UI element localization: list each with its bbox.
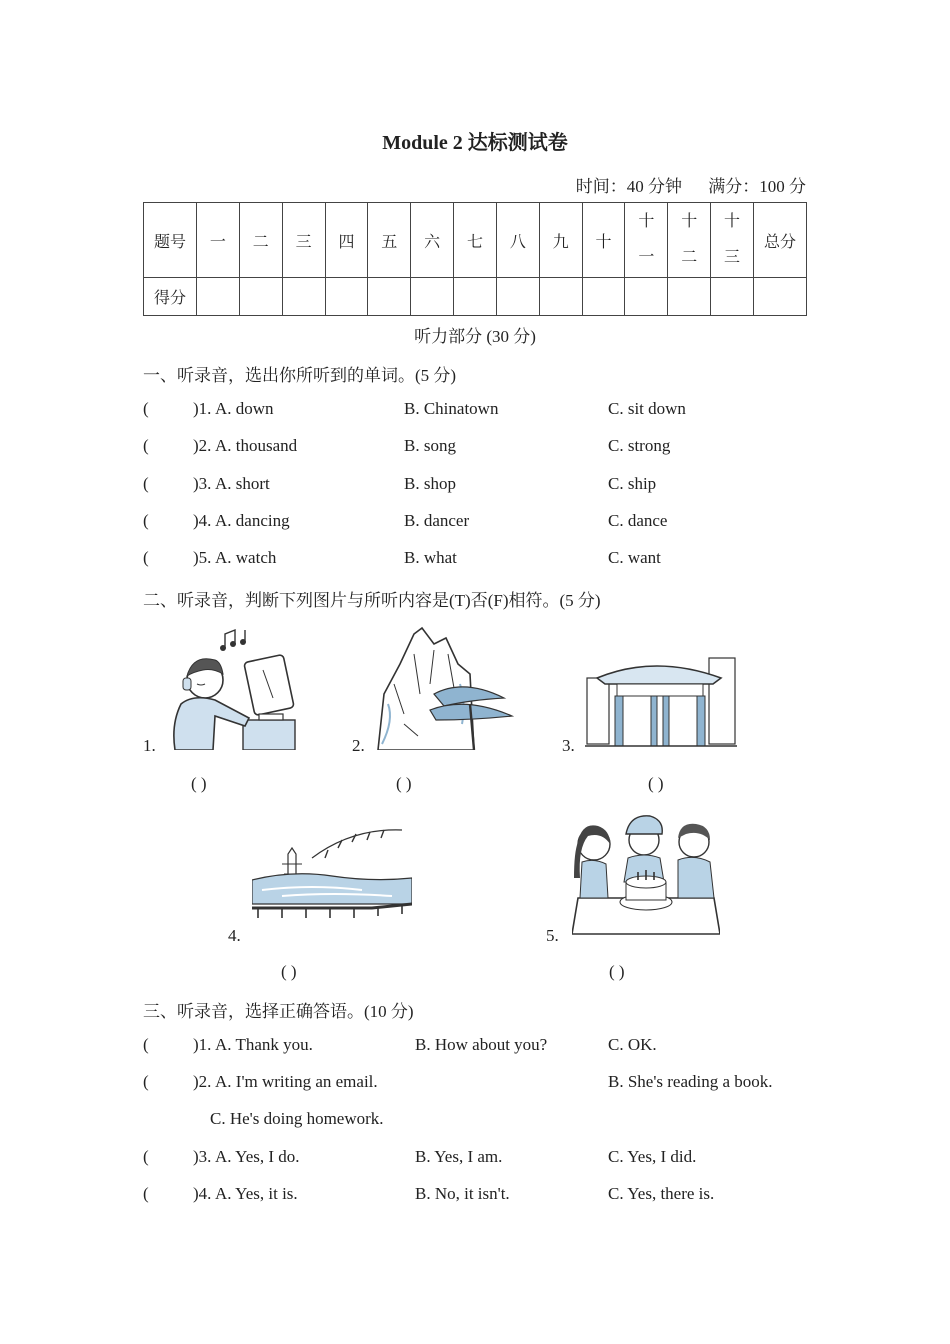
col-2: 二	[239, 203, 282, 278]
score-table	[143, 202, 807, 316]
score-cell[interactable]	[239, 278, 282, 316]
score-cell[interactable]	[582, 278, 625, 316]
list-item: ( )1. A. Thank you. B. How about you? C. OK.	[143, 1035, 657, 1054]
col-8: 八	[496, 203, 539, 278]
section3-title: 三、听录音，选择正确答语。(10 分)	[143, 1002, 414, 1021]
picture-label: 1.	[143, 736, 156, 755]
boy-computer-music-icon	[163, 628, 299, 750]
col-12: 十 二	[668, 203, 711, 278]
picture-label: 4.	[228, 926, 241, 945]
answer-blank[interactable]: ( )	[648, 774, 664, 793]
list-item: ( )2. A. I'm writing an email. B. She's reading a book.	[143, 1072, 773, 1091]
list-item: ( )2. A. thousand B. song C. strong	[143, 436, 671, 455]
chinatown-gate-icon	[585, 656, 737, 750]
question-number-label: 题号	[144, 203, 197, 278]
list-item: ( )4. A. dancing B. dancer C. dance	[143, 511, 668, 530]
page-title: Module 2 达标测试卷	[382, 132, 568, 154]
answer-blank[interactable]: ( )	[281, 962, 297, 981]
score-label: 得分	[144, 278, 197, 316]
list-item: ( )3. A. Yes, I do. B. Yes, I am. C. Yes, I did.	[143, 1147, 697, 1166]
score-cell[interactable]	[197, 278, 240, 316]
picture-label: 2.	[352, 736, 365, 755]
time-limit: 时间：40 分钟	[575, 177, 682, 196]
score-cell[interactable]	[454, 278, 497, 316]
score-cell[interactable]	[754, 278, 807, 316]
mountain-pine-icon	[374, 624, 514, 750]
list-item: ( )5. A. watch B. what C. want	[143, 548, 661, 567]
answer-blank[interactable]: ( )	[396, 774, 412, 793]
time-info	[554, 172, 806, 197]
answer-blank[interactable]: ( )	[609, 962, 625, 981]
score-cell[interactable]	[625, 278, 668, 316]
list-item: ( )3. A. short B. shop C. ship	[143, 474, 657, 493]
score-cell[interactable]	[711, 278, 754, 316]
picture-label: 5.	[546, 926, 559, 945]
score-cell[interactable]	[668, 278, 711, 316]
col-4: 四	[325, 203, 368, 278]
col-11: 十 一	[625, 203, 668, 278]
score-cell[interactable]	[411, 278, 454, 316]
col-13: 十 三	[711, 203, 754, 278]
full-score: 满分：100 分	[708, 177, 806, 196]
col-3: 三	[282, 203, 325, 278]
score-cell[interactable]	[282, 278, 325, 316]
birthday-party-icon	[572, 812, 720, 936]
picture-label: 3.	[562, 736, 575, 755]
list-item-continuation: C. He's doing homework.	[210, 1109, 384, 1128]
answer-blank[interactable]: ( )	[191, 774, 207, 793]
col-5: 五	[368, 203, 411, 278]
list-item: ( )1. A. down B. Chinatown C. sit down	[143, 399, 686, 418]
col-7: 七	[454, 203, 497, 278]
score-cell[interactable]	[368, 278, 411, 316]
section2-title: 二、听录音，判断下列图片与所听内容是(T)否(F)相符。(5 分)	[143, 591, 601, 610]
col-6: 六	[411, 203, 454, 278]
col-1: 一	[197, 203, 240, 278]
lake-pagoda-icon	[252, 824, 412, 920]
listening-header: 听力部分 (30 分)	[414, 327, 536, 346]
col-10: 十	[582, 203, 625, 278]
total-label: 总分	[754, 203, 807, 278]
score-cell[interactable]	[539, 278, 582, 316]
score-cell[interactable]	[496, 278, 539, 316]
list-item: ( )4. A. Yes, it is. B. No, it isn't. C. Yes, there is.	[143, 1184, 715, 1203]
score-cell[interactable]	[325, 278, 368, 316]
section1-title: 一、听录音，选出你所听到的单词。(5 分)	[143, 366, 457, 385]
col-9: 九	[539, 203, 582, 278]
